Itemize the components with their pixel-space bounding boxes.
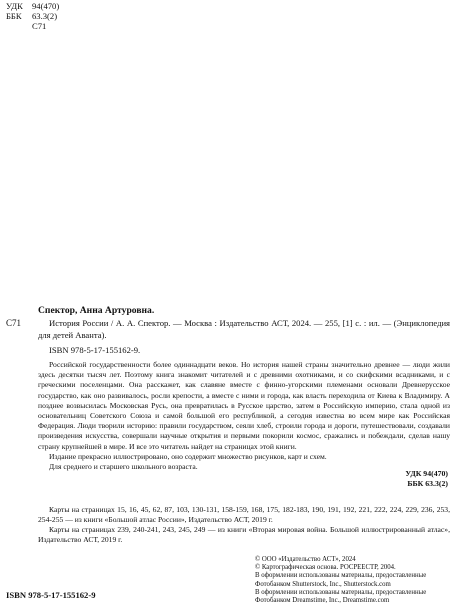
bbk-label: ББК — [6, 11, 22, 21]
bibliographic-description: История России / А. А. Спектор. — Москва : Издательство АСТ, 2024. — 255, [1] с. : ил. — (Энциклопедия для детей Аванта). — [38, 318, 450, 340]
author-mark-row — [6, 21, 59, 31]
copyright-line: © ООО «Издательство АСТ», 2024 — [255, 556, 356, 563]
classification-codes-top — [6, 1, 59, 31]
copyright-line: © Картографическая основа. РОСРЕЕСТР, 2004. — [255, 564, 396, 572]
map-credit-ww2-atlas: Карты на страницах 239, 240-241, 243, 245, 249 — из книги «Вторая мировая война. Большой иллюстрированный атлас», Издательство АСТ, 2019 г. — [38, 525, 450, 544]
bbk-right: ББК 63.3(2) — [407, 479, 448, 488]
classification-codes-right — [405, 469, 448, 489]
author-mark-top: С71 — [32, 21, 47, 31]
udk-value: 94(470) — [32, 1, 60, 11]
author-mark-left: С71 — [6, 318, 22, 328]
copyright-line: Фотобанком Dreamstime, Inc., Dreamstime.com — [255, 597, 390, 605]
bbk-value: 63.3(2) — [32, 11, 58, 21]
author-heading: Спектор, Анна Артуровна. — [38, 305, 155, 316]
map-credit-atlas-russia: Карты на страницах 15, 16, 45, 62, 87, 103, 130-131, 158-159, 168, 175, 182-183, 190, 191, 192, 221, 222, 224, 229, 236, 253, 254-255 — из книги «Большой атлас России», Издательство АСТ, 2019 г. — [38, 505, 450, 524]
copyright-line: Фотобанком Shutterstock, Inc., Shutterstock.com — [255, 580, 391, 588]
udk-right: УДК 94(470) — [405, 469, 448, 478]
map-credits — [38, 505, 450, 545]
abstract — [38, 360, 450, 472]
copyright-block — [255, 556, 426, 605]
abstract-illustrations-note: Издание прекрасно иллюстрировано, оно содержит множество рисунков, карт и схем. — [49, 451, 327, 461]
isbn-record: ISBN 978-5-17-155162-9. — [49, 345, 141, 355]
bbk-row — [6, 11, 59, 21]
isbn-bottom: ISBN 978-5-17-155162-9 — [6, 590, 96, 600]
abstract-audience-note: Для среднего и старшего школьного возраста. — [49, 462, 198, 472]
copyright-line: В оформлении использованы материалы, предоставленные — [255, 572, 427, 580]
udk-row — [6, 1, 59, 11]
abstract-paragraph: Российской государственности более одиннадцати веков. Но история нашей страны значительно древнее — люди жили здесь десятки тысяч лет. Поэтому книга знакомит читателей и с древними охотниками, и со скифскими всадниками, и с греческими поселенцами. Она расскажет, как славяне вместе с финно-угорскими племенами основали Древнерусское государство, как оно развивалось, росли крепости, а вместе с ними и города, как власть переходила от Киева к Владимиру. А позднее возвысилась Московская Русь, она превратилась в Русское царство, затем в Российскую империю, стала одной из основательниц Советского Союза и самой большой его республикой, а сегодня известна во всем мире как Российская Федерация. Люди творили историю: правили государством, сеяли хлеб, строили города и дороги, путешествовали, создавали произведения искусства, совершали научные открытия и первыми покорили космос, сражались и побеждали, сделав нашу страну крупнейшей в мире. И все это читатель найдет на страницах этой книги. — [38, 360, 450, 451]
copyright-line: В оформлении использованы материалы, предоставленные — [255, 588, 427, 596]
udk-label: УДК — [6, 1, 23, 11]
